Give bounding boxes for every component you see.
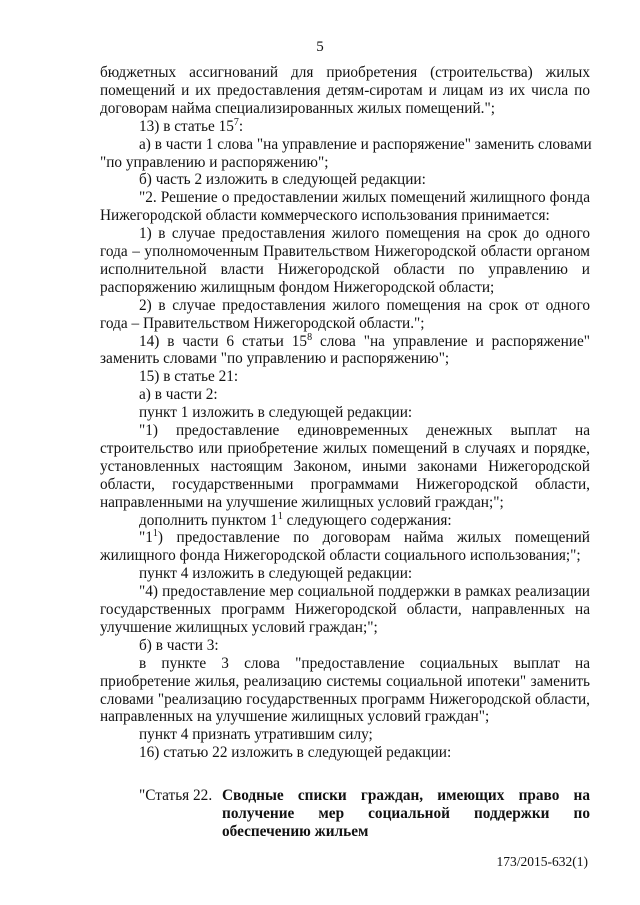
text-line: Нижегородской области коммерческого использования принимается: — [100, 207, 550, 225]
text-line: направленными на улучшение жилищных условий граждан;"; — [100, 493, 504, 511]
text-line: жилищного фонда Нижегородской области социального использования;"; — [100, 547, 581, 565]
article-label: "Статья 22. — [139, 787, 213, 804]
text-line: "2. Решение о предоставлении жилых помещений жилищного фонда — [139, 189, 590, 207]
text-line: области, государственными программами Нижегородской области, — [100, 475, 590, 493]
text-line: 14) в части 6 статьи $15^8$ слова "на управление и распоряжение" — [139, 331, 590, 350]
text-line: помещений и их предоставления детям-сиротам и лицам из их числа по — [100, 81, 590, 99]
text-line: 2) в случае предоставления жилого помещения на срок от одного — [139, 296, 590, 314]
text-line: распоряжению жилищным фондом Нижегородской области; — [100, 278, 495, 296]
text-line: "по управлению и распоряжению"; — [100, 153, 329, 171]
text-line: установленных настоящим Законом, иными законами Нижегородской — [100, 457, 590, 475]
text-line: а) в части 2: — [139, 386, 218, 404]
text-line: 1) в случае предоставления жилого помещения на срок до одного — [139, 225, 590, 243]
superscript: 7 — [233, 116, 239, 128]
text-line: пункт 1 изложить в следующей редакции: — [139, 404, 413, 422]
text-line: 13) в статье $15^7$: — [139, 116, 244, 135]
text-line: года – уполномоченным Правительством Нижегородской области органом — [100, 243, 590, 260]
text-line: "1) предоставление единовременных денежных выплат на — [139, 422, 590, 439]
text-line: пункт 4 изложить в следующей редакции: — [139, 565, 413, 583]
text-line: договорам найма специализированных жилых помещений."; — [100, 99, 495, 117]
text-line: строительство или приобретение жилых помещений в случаях и порядке, — [100, 439, 590, 457]
text-line: 16) статью 22 изложить в следующей редакции: — [139, 744, 452, 762]
article-title-line: получение мер социальной поддержки по — [222, 804, 590, 822]
text-line: пункт 4 признать утратившим силу; — [139, 726, 373, 744]
superscript: 8 — [307, 331, 313, 343]
text-line: б) часть 2 изложить в следующей редакции: — [139, 171, 426, 189]
text-line: направленных на улучшение жилищных условий граждан"; — [100, 708, 490, 726]
text-line: "4) предоставление мер социальной поддержки в рамках реализации — [139, 583, 590, 601]
text-line: дополнить пунктом $1^1$ следующего содержания: — [139, 510, 452, 529]
text-line: приобретение жилья, реализацию системы социальной ипотеки" заменить — [100, 672, 590, 690]
text-line: "$1^1$) предоставление по договорам найма жилых помещений — [139, 528, 590, 547]
article-title — [222, 787, 590, 841]
text-line: словами "реализацию государственных программ Нижегородской области, — [100, 690, 590, 708]
text-line: а) в части 1 слова "на управление и распоряжение" заменить словами — [139, 135, 592, 153]
text-line: бюджетных ассигнований для приобретения (строительства) жилых — [100, 64, 590, 81]
text-line: улучшение жилищных условий граждан;"; — [100, 618, 378, 636]
document-code: 173/2015-632(1) — [496, 854, 588, 869]
text-line: б) в части 3: — [139, 636, 219, 654]
text-line: исполнительной власти Нижегородской области по управлению и — [100, 260, 590, 278]
text-line: года – Правительством Нижегородской области."; — [100, 314, 425, 332]
superscript: 1 — [152, 528, 158, 540]
text-line: государственных программ Нижегородской области, направленных на — [100, 601, 590, 618]
article-title-line: Сводные списки граждан, имеющих право на — [222, 787, 590, 804]
page-number: 5 — [316, 39, 324, 55]
superscript: 1 — [277, 510, 283, 522]
text-line: в пункте 3 слова "предоставление социальных выплат на — [139, 654, 590, 672]
text-line: заменить словами "по управлению и распоряжению"; — [100, 350, 450, 368]
text-line: 15) в статье 21: — [139, 368, 239, 386]
article-title-line: обеспечению жильем — [222, 822, 369, 840]
